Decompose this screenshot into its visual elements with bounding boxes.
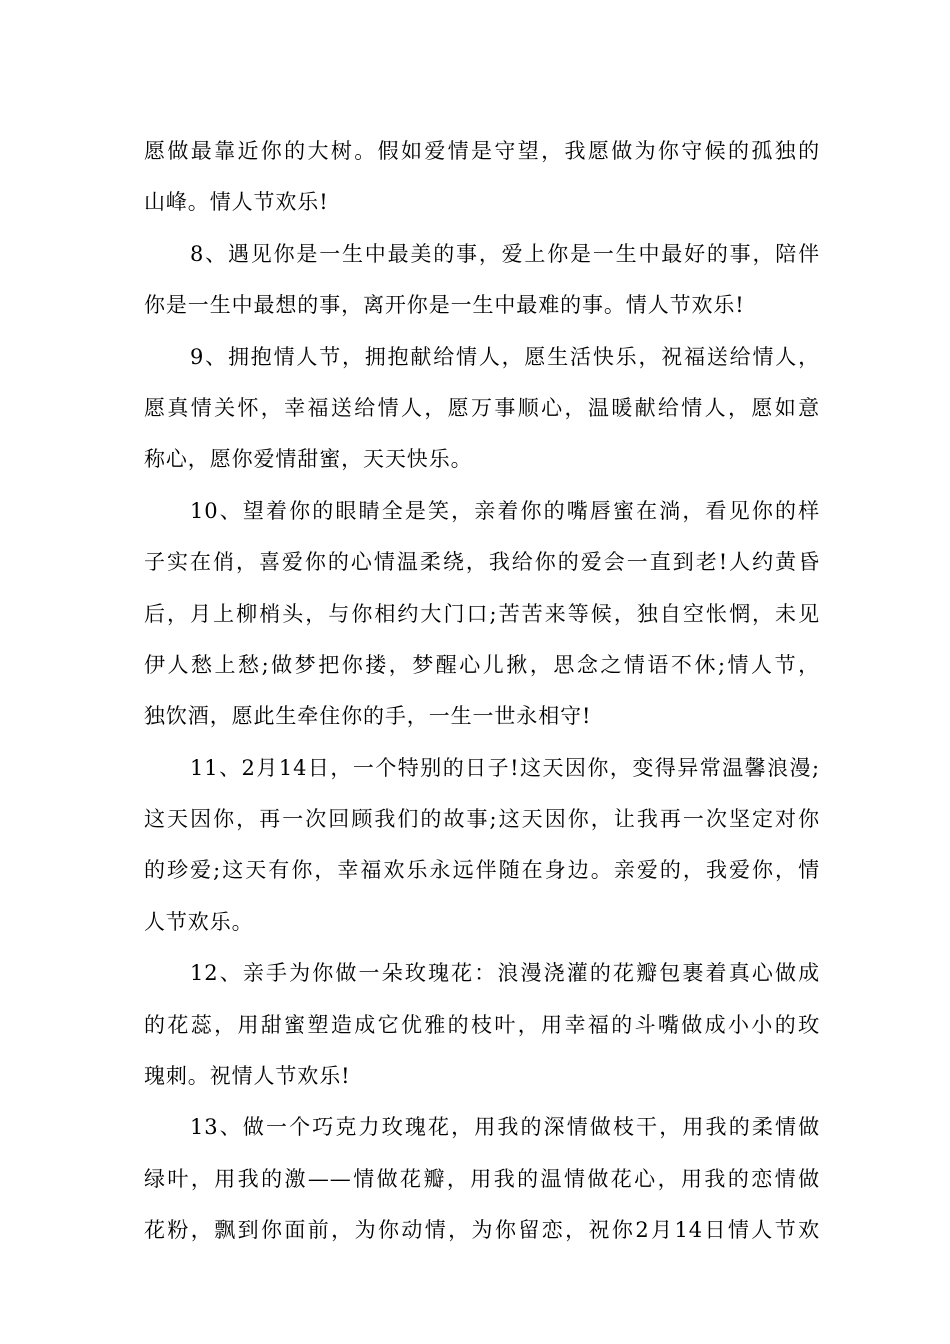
text-line: 的珍爱;这天有你，幸福欢乐永远伴随在身边。亲爱的，我爱你，情: [144, 858, 820, 883]
text-line: 13、做一个巧克力玫瑰花，用我的深情做枝干，用我的柔情做: [190, 1115, 820, 1140]
text-line: 你是一生中最想的事，离开你是一生中最难的事。情人节欢乐!: [144, 293, 745, 318]
text-line: 后，月上柳梢头，与你相约大门口;苦苦来等候，独自空怅惘，未见: [144, 601, 820, 626]
text-line: 子实在俏，喜爱你的心情温柔绕，我给你的爱会一直到老!人约黄昏: [144, 550, 820, 575]
text-line: 绿叶，用我的激——情做花瓣，用我的温情做花心，用我的恋情做: [144, 1166, 820, 1191]
text-line: 的花蕊，用甜蜜塑造成它优雅的枝叶，用幸福的斗嘴做成小小的玫: [144, 1012, 820, 1037]
text-line: 伊人愁上愁;做梦把你搂，梦醒心儿揪，思念之情语不休;情人节，: [144, 652, 820, 677]
text-line: 这天因你，再一次回顾我们的故事;这天因你，让我再一次坚定对你: [144, 807, 820, 832]
document-body: [144, 126, 820, 1257]
text-line: 愿做最靠近你的大树。假如爱情是守望，我愿做为你守候的孤独的: [144, 139, 820, 163]
text-line: 9、拥抱情人节，拥抱献给情人，愿生活快乐，祝福送给情人，: [190, 344, 820, 369]
text-line: 瑰刺。祝情人节欢乐!: [144, 1064, 351, 1089]
text-line: 12、亲手为你做一朵玫瑰花：浪漫浇灌的花瓣包裹着真心做成: [190, 961, 820, 986]
text-line: 称心，愿你爱情甜蜜，天天快乐。: [144, 447, 473, 472]
text-line: 花粉，飘到你面前，为你动情，为你留恋，祝你2月14日情人节欢: [144, 1218, 820, 1243]
text-line: 10、望着你的眼睛全是笑，亲着你的嘴唇蜜在淌，看见你的样: [190, 498, 820, 523]
text-line: 11、2月14日，一个特别的日子!这天因你，变得异常温馨浪漫;: [190, 755, 820, 780]
text-line: 独饮酒，愿此生牵住你的手，一生一世永相守!: [144, 704, 592, 729]
text-line: 人节欢乐。: [144, 909, 254, 934]
text-line: 愿真情关怀，幸福送给情人，愿万事顺心，温暖献给情人，愿如意: [144, 395, 820, 420]
text-line: 山峰。情人节欢乐!: [144, 190, 329, 215]
text-line: 8、遇见你是一生中最美的事，爱上你是一生中最好的事，陪伴: [190, 241, 820, 266]
